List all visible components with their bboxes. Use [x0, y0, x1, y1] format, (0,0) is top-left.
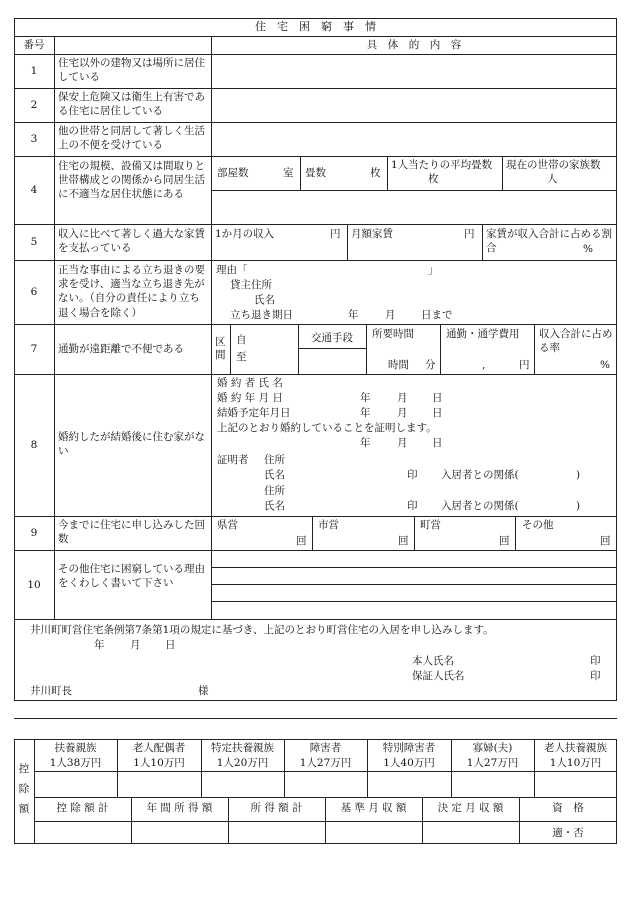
row-number: 2: [30, 99, 38, 111]
row-label: 住宅以外の建物又は場所に居住している: [58, 57, 205, 84]
deduction-col-amount: 1人20万円: [216, 757, 269, 769]
prefectural-label: 県営: [217, 519, 238, 531]
engage-month: 月: [397, 392, 408, 404]
page-title: 住 宅 困 窮 事 情: [255, 20, 376, 33]
row-number: 6: [30, 286, 38, 298]
certify-year: 年: [360, 437, 371, 449]
certifier-address-2: 住所: [264, 485, 285, 497]
deduction-col-amount: 1人10万円: [133, 757, 185, 769]
row-label: 通勤が遠距離で不便である: [58, 343, 184, 355]
wedding-date-label: 結婚予定年月日: [217, 407, 291, 419]
row-number: 7: [30, 343, 38, 355]
route-to: 至: [236, 351, 247, 363]
deadline-month: 月: [385, 309, 396, 321]
declaration-day: 日: [165, 639, 176, 651]
deadline-year: 年: [348, 309, 359, 321]
section-label: 区間: [215, 336, 226, 361]
applicant-seal: 印: [590, 655, 601, 667]
deduction-col-amount: 1人38万円: [49, 757, 102, 769]
commute-cost-label: 通勤・通学費用: [446, 328, 520, 340]
rooms-label: 部屋数: [217, 167, 249, 179]
rent-ratio-pct: %: [583, 243, 593, 255]
members-label: 現在の世帯の家族数: [506, 159, 601, 171]
certifier-name-2: 氏名: [264, 500, 285, 512]
travel-minute: 分: [425, 359, 436, 371]
city-times: 回: [398, 535, 409, 547]
applicant-name-label: 本人氏名: [412, 655, 454, 667]
row-label: 婚約したが結婚後に住む家がない: [58, 431, 205, 458]
deduction-col-name: 特定扶養親族: [211, 742, 274, 754]
row-number: 8: [30, 439, 38, 451]
deduction-col-name: 障害者: [309, 742, 342, 754]
deadline-day: 日まで: [421, 309, 453, 321]
base-monthly-income-label: 基 準 月 収 額: [340, 802, 407, 814]
row-number: 5: [30, 236, 38, 248]
certifier-relation-end-1: ): [576, 469, 581, 481]
eviction-reason-end: 」: [428, 264, 439, 276]
other-times: 回: [600, 535, 611, 547]
row-number: 3: [30, 133, 38, 145]
total-deduction-label: 控 除 額 計: [56, 802, 109, 814]
header-number: 番号: [23, 39, 45, 51]
decided-monthly-income-label: 決 定 月 収 額: [437, 802, 504, 814]
certifier-relation-2: 入居者との関係(: [441, 500, 519, 512]
certify-month: 月: [397, 437, 408, 449]
row-label: 正当な事由による立ち退きの要求を受け、適当な立ち退き先がない。（自分の責任により立ち退く場合を除く）: [58, 264, 205, 319]
declaration-year: 年: [94, 639, 105, 651]
row-number: 4: [30, 184, 38, 196]
annual-income-label: 年 間 所 得 額: [146, 802, 213, 814]
row-label: 他の世帯と同居して著しく生活上の不便を受けている: [58, 125, 205, 152]
row-label: 住宅の規模、設備又は間取りと世帯構成との関係から同居生活に不適当な居住状態にある: [58, 160, 205, 201]
rent-ratio-label: 家賃が収入合計に占める割合: [486, 228, 612, 255]
certifier-name-1: 氏名: [264, 469, 285, 481]
deduction-col-name: 扶養親族: [54, 742, 97, 754]
transport-label: 交通手段: [311, 332, 353, 344]
deduction-side-label: 控 除 額: [18, 763, 30, 815]
row-label: 保安上危険又は衛生上有害である住宅に居住している: [58, 91, 205, 118]
prefectural-times: 回: [296, 535, 307, 547]
certify-text: 上記のとおり婚約していることを証明します。: [217, 422, 437, 434]
row-number: 10: [27, 579, 41, 591]
qualification-label: 資 格: [552, 802, 584, 814]
tatami-unit: 枚: [370, 167, 381, 179]
guarantor-seal: 印: [590, 670, 601, 682]
mayor-suffix: 様: [198, 685, 209, 697]
certifier-address-1: 住所: [264, 454, 285, 466]
engage-year: 年: [360, 392, 371, 404]
deduction-col-amount: 1人27万円: [466, 757, 519, 769]
income-label: 1か月の収入: [215, 228, 275, 240]
tatami-label: 畳数: [305, 167, 326, 179]
mayor-label: 井川町長: [30, 685, 72, 697]
city-label: 市営: [318, 519, 339, 531]
fiance-name-label: 婚 約 者 氏 名: [217, 377, 283, 389]
rooms-unit: 室: [283, 167, 294, 179]
deduction-col-name: 特別障害者: [382, 742, 436, 754]
row-number: 1: [30, 65, 38, 77]
route-from: 自: [236, 334, 247, 346]
members-unit: 人: [547, 173, 558, 185]
income-yen: 円: [330, 228, 341, 240]
declaration-text: 井川町町営住宅条例第7条第1項の規定に基づき、上記のとおり町営住宅の入居を申し込みします。: [30, 624, 494, 636]
deduction-col-name: 老人扶養親族: [544, 742, 607, 754]
certify-day: 日: [432, 437, 443, 449]
commute-ratio-label: 収入合計に占める率: [539, 328, 613, 355]
deduction-col-amount: 1人27万円: [299, 757, 352, 769]
wedding-month: 月: [397, 407, 408, 419]
commute-ratio-pct: %: [600, 359, 610, 371]
certifier-relation-end-2: ): [576, 500, 581, 512]
guarantor-name-label: 保証人氏名: [412, 670, 465, 682]
deduction-col-name: 寡婦(夫): [472, 742, 513, 754]
eviction-deadline: 立ち退き期日: [230, 309, 293, 321]
row-label: 収入に比べて著しく過大な家賃を支払っている: [58, 228, 205, 255]
row-label: 今までに住宅に申し込みした回数: [58, 519, 205, 546]
commute-cost-yen: 円: [519, 359, 530, 371]
total-income-label: 所 得 額 計: [250, 802, 303, 814]
commute-cost-comma: ,: [482, 359, 486, 371]
town-label: 町営: [420, 519, 441, 531]
certifier-label: 証明者: [217, 454, 249, 466]
row-number: 9: [30, 527, 38, 539]
header-detail: 具 体 的 内 容: [366, 39, 462, 51]
certifier-seal-2: 印: [407, 500, 418, 512]
travel-hour: 時間: [388, 359, 409, 371]
deduction-col-amount: 1人40万円: [383, 757, 435, 769]
wedding-day: 日: [432, 407, 443, 419]
eviction-reason: 理由「: [216, 264, 248, 276]
per-person-label: 1人当たりの平均畳数: [391, 159, 493, 171]
rent-label: 月額家賃: [351, 228, 393, 240]
declaration-month: 月: [130, 639, 141, 651]
deduction-col-name: 老人配偶者: [132, 742, 186, 754]
row-label: その他住宅に困窮している理由をくわしく書いて下さい: [58, 563, 205, 590]
engage-day: 日: [432, 392, 443, 404]
travel-time-label: 所要時間: [372, 328, 414, 340]
wedding-year: 年: [360, 407, 371, 419]
qualification-value: 適・否: [552, 827, 584, 839]
other-label: その他: [522, 519, 554, 531]
certifier-relation-1: 入居者との関係(: [441, 469, 519, 481]
deduction-col-amount: 1人10万円: [549, 757, 602, 769]
certifier-seal-1: 印: [407, 469, 418, 481]
town-times: 回: [499, 535, 510, 547]
rent-yen: 円: [464, 228, 475, 240]
engagement-date-label: 婚 約 年 月 日: [217, 392, 283, 404]
per-person-unit: 枚: [428, 173, 439, 185]
landlord-name: 氏名: [254, 294, 275, 306]
landlord-address: 貸主住所: [230, 279, 272, 291]
